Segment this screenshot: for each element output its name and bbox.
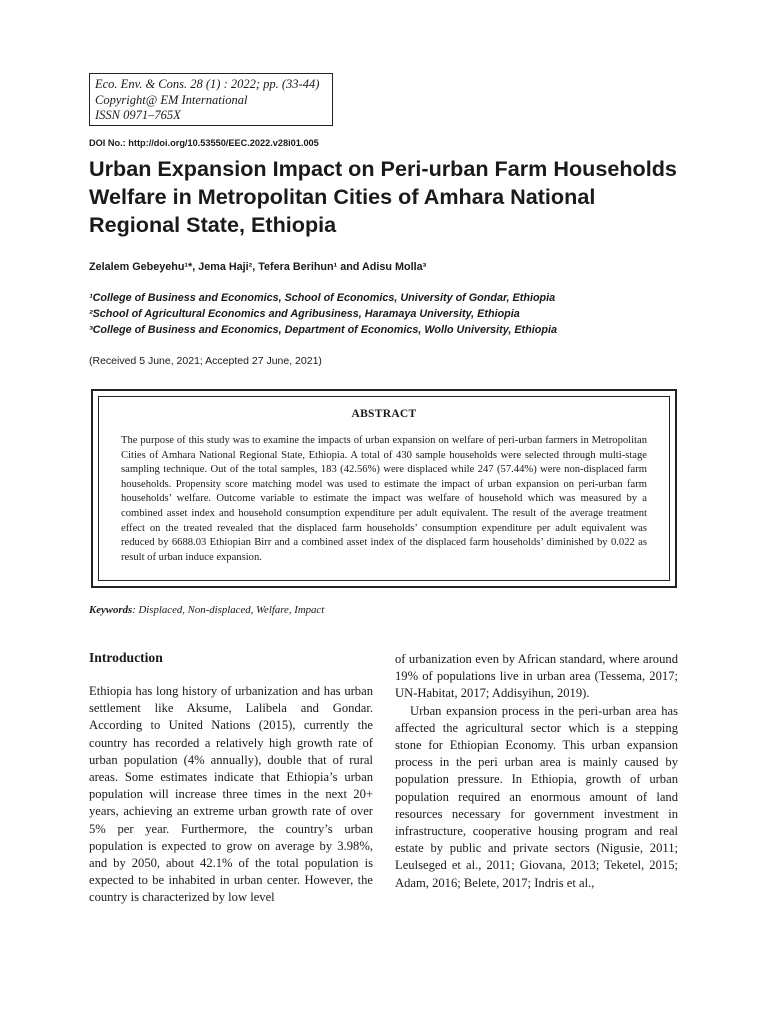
left-column bbox=[89, 683, 373, 907]
affiliation-1: ¹College of Business and Economics, School of Economics, University of Gondar, Ethiopia bbox=[89, 292, 556, 304]
affiliation-3: ³College of Business and Economics, Department of Economics, Wollo University, Ethiopia bbox=[89, 324, 557, 336]
intro-paragraph-2: Urban expansion process in the peri-urban area has affected the agricultural sector which is a stepping stone for Ethiopian Economy. This urban expansion process in the peri urban area is mainly caused by population pressure. In Ethiopia, growth of urban population required an enormous amount of land resources necessary for government investment in infrastructure, cooperative housing program and real estate by public and private sectors (Nigusie, 2011; Leulseged et al., 2011; Giovana, 2013; Teketel, 2015; Adam, 2016; Belete, 2017; Indris et al., bbox=[395, 703, 678, 890]
abstract-box bbox=[91, 389, 677, 588]
affiliation-2: ²School of Agricultural Economics and Agribusiness, Haramaya University, Ethiopia bbox=[89, 308, 520, 320]
journal-volume-line: Eco. Env. & Cons. 28 (1) : 2022; pp. (33-44) bbox=[95, 77, 320, 91]
right-column bbox=[395, 651, 678, 892]
keywords-label: Keywords bbox=[89, 604, 133, 616]
introduction-heading: Introduction bbox=[89, 650, 163, 665]
intro-paragraph-1: Ethiopia has long history of urbanization and has urban settlement like Aksume, Lalibela and Gondar. According to United Nations (2015), currently the country has recorded a relatively high growth rate of urban population (4% annually), double that of rural areas. Some estimates indicate that Ethiopia’s urban population will increase three times in the next 20+ years, achieving an extreme urban growth rate of over 5% per year. Furthermore, the country’s urban population is expected to grow on average by 3.98%, and by 2050, about 42.1% of the total population is expected to be inhabited in urban center. However, the country is characterized by low level bbox=[89, 684, 373, 905]
intro-paragraph-continued: of urbanization even by African standard, where around 19% of populations live in urban area (Tessema, 2017; UN-Habitat, 2017; Addisyihun, 2019). bbox=[395, 652, 678, 701]
abstract-text: The purpose of this study was to examine the impacts of urban expansion on welfare of peri-urban farmers in Metropolitan Cities of Amhara National Regional State, Ethiopia. A total of 430 sample households were selected through multi-stage sampling technique. Out of the total samples, 183 (42.56%) were displaced while 247 (57.44%) were non-displaced farm households. Propensity score matching model was used to estimate the impact of urban expansion on peri-urban farm households’ welfare. Outcome variable to estimate the impact was welfare of household which was measured by a combined asset index and household consumption expenditure per adult equivalent. The result of the average treatment effect on the treated revealed that the displaced farm households’ consumption expenditure per adult equivalent was reduced by 6688.03 Ethiopian Birr and a combined asset index of the displaced farm households’ diminished by 0.022 as result of urban induce expansion. bbox=[121, 435, 647, 563]
doi-line: DOI No.: http://doi.org/10.53550/EEC.2022.v28i01.005 bbox=[89, 138, 319, 148]
author-list: Zelalem Gebeyehu¹*, Jema Haji², Tefera Berihun¹ and Adisu Molla³ bbox=[89, 261, 427, 273]
abstract-inner-frame bbox=[98, 396, 670, 581]
abstract-heading: ABSTRACT bbox=[351, 408, 417, 420]
journal-issn-line: ISSN 0971–765X bbox=[95, 108, 181, 122]
journal-copyright-line: Copyright@ EM International bbox=[95, 92, 248, 107]
paper-title: Urban Expansion Impact on Peri-urban Farm Households Welfare in Metropolitan Cities of Amhara National Regional State, Ethiopia bbox=[89, 156, 677, 237]
keywords-line bbox=[89, 604, 324, 616]
affiliations bbox=[89, 290, 557, 338]
keywords-value: : Displaced, Non-displaced, Welfare, Impact bbox=[132, 604, 325, 616]
received-dates: (Received 5 June, 2021; Accepted 27 June, 2021) bbox=[89, 355, 322, 367]
journal-citation-box bbox=[89, 73, 333, 126]
